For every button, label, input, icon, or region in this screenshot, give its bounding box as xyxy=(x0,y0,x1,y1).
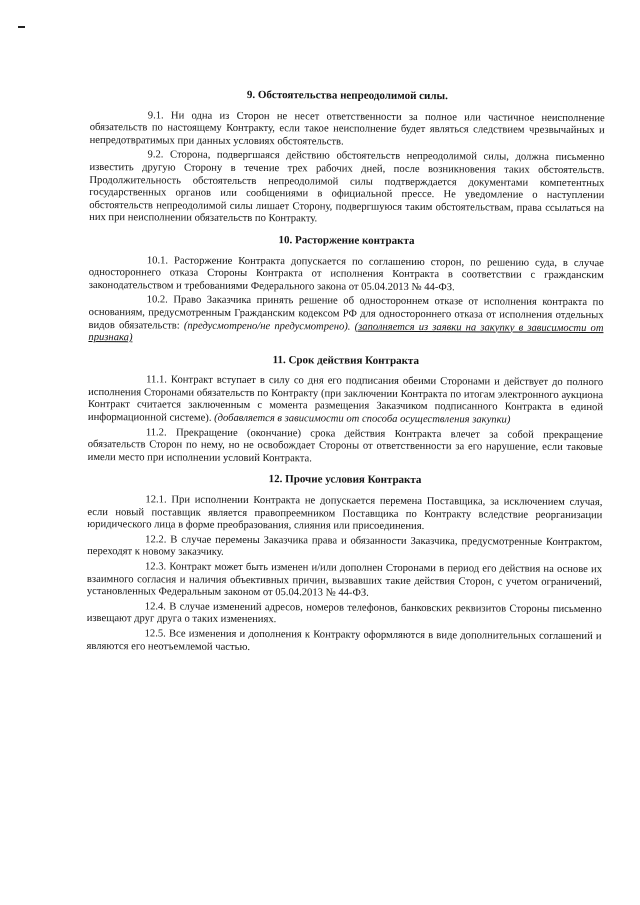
paragraph-10-2-note-underlined: (заполняется из заявки на закупку в зависимости от признака) xyxy=(88,321,604,344)
scan-mark xyxy=(18,26,25,28)
paragraph-11-1 xyxy=(88,374,603,428)
paragraph-10-2-text: 10.2. Право Заказчика принять решение об одностороннем отказе от исполнения контракта по основаниям, предусмотренным Гражданским кодексом РФ для одностороннего отказа от исполнения отдельных видов обязательств: xyxy=(88,294,604,332)
paragraph-10-1: 10.1. Расторжение Контракта допускается по соглашению сторон, по решению суда, в случае одностороннего отказа Стороны Контракта от исполнения Контракта в соответствии с гражданским законодательством и требованиями Федерального закона от 05.04.2013 № 44-ФЗ. xyxy=(88,254,604,293)
paragraph-12-5: 12.5. Все изменения и дополнения к Контракту оформляются в виде дополнительных соглашений и являются его неотъемлемой частью. xyxy=(86,628,602,653)
paragraph-11-1-note: (добавляется в зависимости от способа осуществления закупки) xyxy=(214,412,511,426)
section-12-heading: 12. Прочие условия Контракта xyxy=(268,473,422,487)
section-9-heading: 9. Обстоятельства непреодолимой силы. xyxy=(246,88,448,103)
paragraph-11-2: 11.2. Прекращение (окончание) срока действия Контракта влечет за собой прекращение обязательств Сторон по нему, но не освобождает Стороны от ответственности за его нарушение, если таковые имели место при исполнении условий Контракта. xyxy=(87,427,603,465)
paragraph-12-2: 12.2. В случае перемены Заказчика права и обязанности Заказчика, предусмотренные Контрактом, переходят к новому заказчику. xyxy=(87,534,603,559)
paragraph-12-4: 12.4. В случае изменений адресов, номеров телефонов, банковских реквизитов Стороны письменно извещают друг друга о таких изменениях. xyxy=(86,601,602,626)
paragraph-10-2-note: (предусмотрено/не предусмотрено). xyxy=(183,320,351,333)
paragraph-10-2 xyxy=(88,294,603,348)
section-11-heading: 11. Срок действия Контракта xyxy=(272,353,420,367)
paragraph-9-2: 9.2. Сторона, подвергшаяся действию обстоятельств непреодолимой силы, должна письменно известить другую Сторону в течение трех рабочих дней, после возникновения таких обстоятельств. Продолжительность обстоятельств непреодолимой силы подтверждается документами компетентных государственных органов или сообщениями в официальной прессе. Не уведомление о наступлении обстоятельств непреодолимой силы лишает Сторону, подвергшуюся таким обстоятельствам, права ссылаться на них при неисполнении обязательств по Контракту. xyxy=(89,149,605,225)
paragraph-12-3: 12.3. Контракт может быть изменен и/или дополнен Сторонами в период его действия на основе их взаимного согласия и наличия объективных причин, вызвавших такие действия Сторон, с учетом ограничений, установленных Федеральным законом от 05.04.2013 № 44-ФЗ. xyxy=(86,561,603,599)
section-10-heading: 10. Расторжение контракта xyxy=(278,234,415,247)
contract-text xyxy=(86,80,605,658)
paragraph-11-1-text: 11.1. Контракт вступает в силу со дня его подписания обеими Сторонами и действует до полного исполнения Сторонами обязательств по Контракту (при заключении Контракта по итогам электронного аукциона Контракт считается заключенным с момента размещения Заказчиком подписанного Контракта в единой информационной системе). xyxy=(87,374,604,424)
paragraph-9-1: 9.1. Ни одна из Сторон не несет ответственности за полное или частичное неисполнение обязательств по настоящему Контракту, если такое неисполнение будет являться следствием чрезвычайных и непредотвратимых при данных условиях обстоятельств. xyxy=(89,109,605,148)
paragraph-12-1: 12.1. При исполнении Контракта не допускается перемена Поставщика, за исключением случая, если новый поставщик является правопреемником Поставщика по Контракту вследствие реорганизации юридического лица в форме преобразования, слияния или присоединения. xyxy=(87,494,603,533)
